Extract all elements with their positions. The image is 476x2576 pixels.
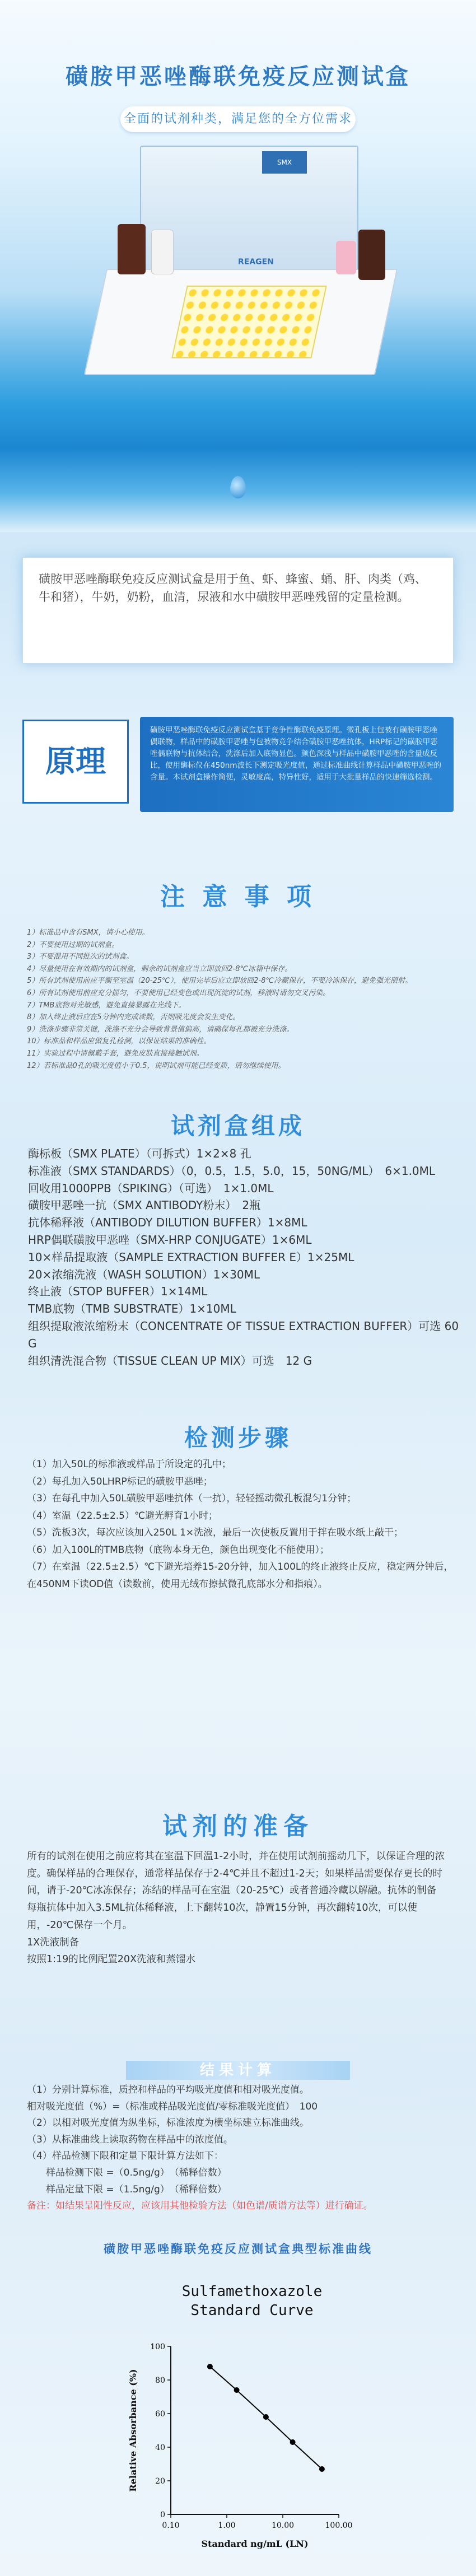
- step-item: （5）洗板3次，每次应该加入250L 1×洗液，最后一次使板反置用于拌在吸水纸上敲干；: [27, 1527, 404, 1538]
- vial-brown-1: [118, 224, 146, 274]
- reagent-item: TMB底物（TMB SUBSTRATE）1×10ML: [28, 1302, 236, 1316]
- reagents-list: [28, 1145, 459, 1369]
- reagent-item: 酶标板（SMX PLATE）（可拆式）1×2×8 孔: [28, 1147, 251, 1160]
- data-point: [263, 2414, 269, 2420]
- steps-title: 检测步骤: [184, 1424, 292, 1452]
- reagent-item: 10×样品提取液（SAMPLE EXTRACTION BUFFER E）1×25ML: [28, 1250, 354, 1264]
- calc-note: 备注：如结果呈阳性反应，应该用其他检验方法（如色谱/质谱方法等）进行确证。: [27, 2200, 373, 2212]
- intro-card: 磺胺甲恶唑酶联免疫反应测试盒是用于鱼、虾、蜂蜜、蛹、肝、肉类（鸡、牛和猪），牛奶，奶粉，血清，尿液和水中磺胺甲恶唑残留的定量检测。: [22, 557, 454, 664]
- calc-item: 相对吸光度值（%）=（标准或样品吸光度值/零标准吸光度值） 100: [27, 2101, 318, 2112]
- reagent-item: 标准液（SMX STANDARDS）（0，0.5，1.5，5.0，15，50NG/ML） 6×1.0ML: [28, 1164, 436, 1178]
- note-item: 5）所有试剂使用前应平衡至室温（20-25℃），使用完毕后应立即放回2-8℃冷藏保存，不要冷冻保存，避免强光照射。: [27, 977, 412, 986]
- kit-image: [95, 146, 386, 409]
- step-item: （2）每孔加入50LHRP标记的磺胺甲恶唑；: [27, 1476, 213, 1487]
- step-item: （3）在每孔中加入50L磺胺甲恶唑抗体（一抗），轻轻摇动微孔板混匀1分钟；: [27, 1493, 357, 1504]
- standard-curve-chart: [112, 2268, 370, 2565]
- prep-list: [27, 1848, 458, 1968]
- data-point: [290, 2439, 296, 2445]
- note-item: 3）不要混用不同批次的试剂盒。: [27, 953, 134, 962]
- data-point: [207, 2364, 213, 2369]
- prep-title: 试剂的准备: [162, 1812, 314, 1841]
- y-axis-label: Relative Absorbance (%): [128, 2369, 138, 2492]
- vial-white-1: [151, 230, 174, 274]
- x-tick-label: 0.10: [162, 2521, 180, 2530]
- calc-list: [27, 2082, 458, 2215]
- curve-heading: 磺胺甲恶唑酶联免疫反应测试盒典型标准曲线: [104, 2242, 372, 2256]
- reagent-item: 组织清洗混合物（TISSUE CLEAN UP MIX）可选 12 G: [28, 1354, 312, 1368]
- y-tick-label: 0: [160, 2510, 165, 2519]
- reagent-item: 回收用1000PPB（SPIKING）（可选） 1×1.0ML: [28, 1181, 274, 1195]
- note-item: 11）实验过程中请佩戴手套，避免皮肤直接接触试剂。: [27, 1049, 204, 1058]
- note-item: 4）尽量使用在有效期内的试剂盒，剩余的试剂盒应当立即放回2-8℃冰箱中保存。: [27, 964, 292, 973]
- principle-label: 原理: [45, 744, 106, 779]
- note-item: 10）标准品和样品应做复孔检测，以保证结果的准确性。: [27, 1037, 211, 1046]
- page-title: 磺胺甲恶唑酶联免疫反应测试盒: [66, 64, 410, 90]
- data-point: [319, 2466, 325, 2472]
- calc-item: 样品定量下限 =（1.5ng/g） （稀释倍数）: [27, 2183, 227, 2195]
- y-tick-label: 60: [155, 2410, 165, 2419]
- note-item: 9）洗涤步骤非常关键，洗涤不充分会导致背景值偏高，请确保每孔都被充分洗涤。: [27, 1025, 294, 1034]
- step-item: （1）加入50L的标准液或样品于所设定的孔中；: [27, 1459, 231, 1470]
- y-tick-label: 20: [155, 2477, 165, 2486]
- reagent-item: 终止液（STOP BUFFER）1×14ML: [28, 1285, 208, 1299]
- steps-list: [27, 1456, 458, 1593]
- elisa-plate: [171, 286, 327, 358]
- hero-banner: [0, 0, 476, 532]
- kit-box-logo: SMX: [262, 151, 307, 174]
- calc-item: （3）从标准曲线上读取药物在样品中的浓度值。: [27, 2134, 233, 2145]
- notes-title: 注 意 事 项: [160, 883, 316, 911]
- calc-item: （1）分别计算标准，质控和样品的平均吸光度值和相对吸光度值。: [27, 2084, 309, 2096]
- reagent-item: 抗体稀释液（ANTIBODY DILUTION BUFFER）1×8ML: [28, 1216, 307, 1230]
- chart-svg: [112, 2268, 370, 2565]
- kit-brand-label: REAGEN: [238, 258, 274, 267]
- calc-item: （2）以相对吸光度值为纵坐标，标准浓度为横坐标建立标准曲线。: [27, 2117, 309, 2129]
- note-item: 7）TMB底物对光敏感，避免直接暴露在光线下。: [27, 1001, 186, 1010]
- x-axis-label: Standard ng/mL (LN): [201, 2538, 309, 2549]
- x-tick-label: 1.00: [218, 2521, 236, 2530]
- page-subtitle: 全面的试剂种类，满足您的全方位需求: [120, 106, 356, 132]
- reagent-item: HRP偶联磺胺甲恶唑（SMX-HRP CONJUGATE）1×6ML: [28, 1233, 312, 1247]
- y-tick-label: 40: [155, 2443, 165, 2452]
- step-item: （7）在室温（22.5±2.5）℃下避光培养15-20分钟，加入100L的终止液终止反应，稳定两分钟后，在450NM下读OD值（读数前，使用无绒布擦拭微孔底部水分和指痕）。: [27, 1561, 454, 1590]
- note-item: 12）若标准品0孔的吸光度值小于0.5，说明试剂可能已经变质，请勿继续使用。: [27, 1061, 286, 1070]
- note-item: 8）加入终止液后应在5分钟内完成读数，否则吸光度会发生变化。: [27, 1013, 240, 1022]
- y-tick-label: 80: [155, 2376, 165, 2385]
- vial-pink: [336, 241, 356, 274]
- water-drop-icon: [230, 476, 246, 498]
- x-tick-label: 10.00: [271, 2521, 295, 2530]
- notes-list: [27, 927, 452, 1072]
- calc-item: 样品检测下限 =（0.5ng/g） （稀释倍数）: [27, 2167, 227, 2178]
- prep-item: 所有的试剂在使用之前应将其在室温下回温1-2小时，并在使用试剂前摇动几下，以保证合理的浓度。确保样品的合理保存，通常样品保存于2-4℃并且不超过1-2天；如果样品需要保存更长的时间，请于-20℃冰冻保存；冻结的样品可在室温（20-25℃）或者普通冷藏以解融。抗体的制备: [27, 1851, 445, 1897]
- reagent-item: 20×浓缩洗液（WASH SOLUTION）1×30ML: [28, 1267, 260, 1281]
- prep-item: 按照1:19的比例配置20X洗液和蒸馏水: [27, 1954, 196, 1966]
- chart-title: Sulfamethoxazole: [181, 2283, 323, 2300]
- note-item: 2）不要使用过期的试剂盒。: [27, 940, 119, 949]
- calc-title: 结果计算: [199, 2062, 276, 2079]
- prep-item: 每瓶抗体中加入3.5ML抗体稀释液，上下翻转10次，静置15分钟，再次翻转10次，可以使用，-20℃保存一个月。: [27, 1902, 417, 1931]
- vial-brown-2: [358, 230, 385, 280]
- reagents-title: 试剂盒组成: [170, 1112, 305, 1140]
- reagent-item: 磺胺甲恶唑一抗（SMX ANTIBODY粉末） 2瓶: [28, 1198, 261, 1212]
- note-item: 1）标准品中含有SMX，请小心使用。: [27, 928, 150, 937]
- data-point: [234, 2387, 240, 2393]
- calc-item: （4）样品检测下限和定量下限计算方法如下：: [27, 2150, 223, 2162]
- chart-title: Standard Curve: [190, 2302, 314, 2319]
- reagent-item: 组织提取液浓缩粉末（CONCENTRATE OF TISSUE EXTRACTION BUFFER）可选 60 G: [28, 1319, 459, 1350]
- principle-text: 磺胺甲恶唑酶联免疫反应测试盒基于竞争性酶联免疫原理。微孔板上包被有磺胺甲恶唑偶联物，样品中的磺胺甲恶唑与包被物竞争结合磺胺甲恶唑抗体，HRP标记的磺胺甲恶唑偶联物与抗体结合，洗涤后加入底物显色。颜色深浅与样品中磺胺甲恶唑的含量成反比，使用酶标仪在450nm波长下测定吸光度值，通过标准曲线计算样品中磺胺甲恶唑的含量。本试剂盒操作简便，灵敏度高，特异性好，适用于大批量样品的快速筛选检测。: [140, 717, 454, 812]
- step-item: （4）室温（22.5±2.5）℃避光孵育1小时；: [27, 1510, 218, 1522]
- x-tick-label: 100.00: [325, 2521, 353, 2530]
- principle-label-box: [22, 720, 129, 804]
- note-item: 6）所有试剂使用前应充分摇匀，不要使用已经变色或出现沉淀的试剂，移液时请勿交叉污染。: [27, 988, 330, 997]
- y-tick-label: 100: [150, 2342, 165, 2351]
- step-item: （6）加入100L的TMB底物（底物本身无色，颜色出现变化不能使用）；: [27, 1544, 329, 1556]
- prep-item: 1X洗液制备: [27, 1936, 80, 1948]
